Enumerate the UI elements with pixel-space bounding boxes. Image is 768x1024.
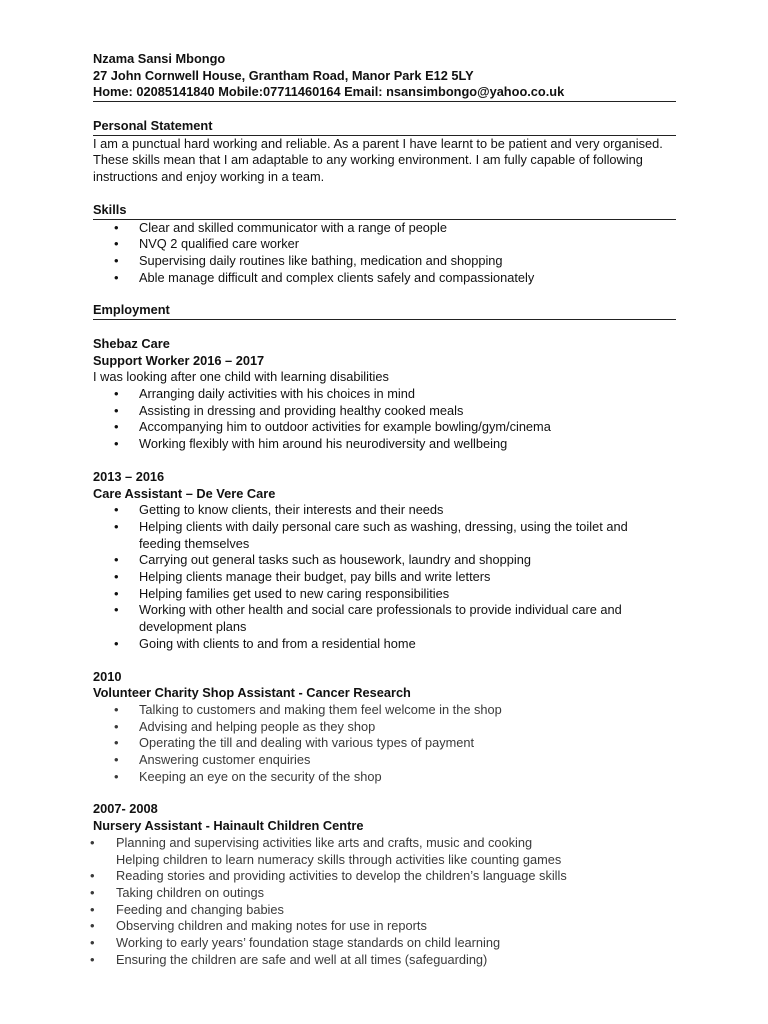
personal-statement-heading: Personal Statement (93, 118, 676, 136)
candidate-contact: Home: 02085141840 Mobile:07711460164 Email: nsansimbongo@yahoo.co.uk (93, 84, 676, 102)
list-item: • Ensuring the children are safe and well at all times (safeguarding) (93, 952, 676, 969)
list-item: • Operating the till and dealing with various types of payment (93, 735, 676, 752)
list-item: • Going with clients to and from a residential home (93, 636, 676, 653)
job-title: Support Worker 2016 – 2017 (93, 352, 265, 368)
job-dates: 2007- 2008 (93, 801, 158, 817)
list-item-continuation: Helping children to learn numeracy skills through activities like counting games (116, 851, 562, 867)
list-item: • NVQ 2 qualified care worker (93, 236, 676, 253)
list-item: • Working flexibly with him around his neurodiversity and wellbeing (93, 436, 676, 453)
list-item: • Reading stories and providing activities to develop the children’s language skills (93, 868, 676, 885)
candidate-address: 27 John Cornwell House, Grantham Road, Manor Park E12 5LY (93, 67, 474, 83)
list-item: • Supervising daily routines like bathing, medication and shopping (93, 253, 676, 270)
personal-statement-line: instructions and enjoy working in a team. (93, 169, 325, 185)
job-employer: Shebaz Care (93, 336, 170, 351)
list-item: • Helping families get used to new caring responsibilities (93, 586, 676, 603)
list-item: • Observing children and making notes for use in reports (93, 918, 676, 935)
job-duties-list (93, 386, 676, 453)
list-item: • Answering customer enquiries (93, 752, 676, 769)
job-duties-list (93, 835, 676, 969)
job-title: Nursery Assistant - Hainault Children Centre (93, 818, 364, 834)
list-item-continuation: feeding themselves (139, 535, 250, 551)
list-item: • Taking children on outings (93, 885, 676, 902)
cv-document (93, 51, 676, 968)
list-item: • Arranging daily activities with his choices in mind (93, 386, 676, 403)
job-intro: I was looking after one child with learning disabilities (93, 369, 389, 385)
list-item: • Working with other health and social care professionals to provide individual care and (93, 602, 676, 619)
candidate-name: Nzama Sansi Mbongo (93, 51, 226, 66)
list-item: • Planning and supervising activities like arts and crafts, music and cooking (93, 835, 676, 852)
list-item: • Talking to customers and making them feel welcome in the shop (93, 702, 676, 719)
list-item: • Helping clients with daily personal care such as washing, dressing, using the toilet and (93, 519, 676, 536)
job-dates: 2010 (93, 668, 122, 684)
list-item: • Getting to know clients, their interests and their needs (93, 502, 676, 519)
personal-statement-line: These skills mean that I am adaptable to any working environment. I am fully capable of following (93, 152, 643, 168)
job-title: Care Assistant – De Vere Care (93, 485, 276, 501)
list-item: • Helping clients manage their budget, pay bills and write letters (93, 569, 676, 586)
list-item: • Feeding and changing babies (93, 902, 676, 919)
job-title: Volunteer Charity Shop Assistant - Cancer Research (93, 685, 411, 701)
job-duties-list (93, 702, 676, 786)
employment-heading: Employment (93, 302, 676, 320)
job-dates: 2013 – 2016 (93, 468, 165, 484)
list-item-continuation: development plans (139, 619, 247, 635)
list-item: • Accompanying him to outdoor activities for example bowling/gym/cinema (93, 419, 676, 436)
job-duties-list (93, 502, 676, 652)
list-item: • Able manage difficult and complex clients safely and compassionately (93, 270, 676, 287)
list-item: • Assisting in dressing and providing healthy cooked meals (93, 403, 676, 420)
list-item: • Keeping an eye on the security of the shop (93, 769, 676, 786)
skills-heading: Skills (93, 202, 676, 220)
list-item: • Advising and helping people as they shop (93, 719, 676, 736)
list-item: • Clear and skilled communicator with a range of people (93, 220, 676, 237)
skills-list (93, 220, 676, 287)
personal-statement-line: I am a punctual hard working and reliable. As a parent I have learnt to be patient and very organised. (93, 135, 663, 151)
list-item: • Carrying out general tasks such as housework, laundry and shopping (93, 552, 676, 569)
list-item: • Working to early years’ foundation stage standards on child learning (93, 935, 676, 952)
